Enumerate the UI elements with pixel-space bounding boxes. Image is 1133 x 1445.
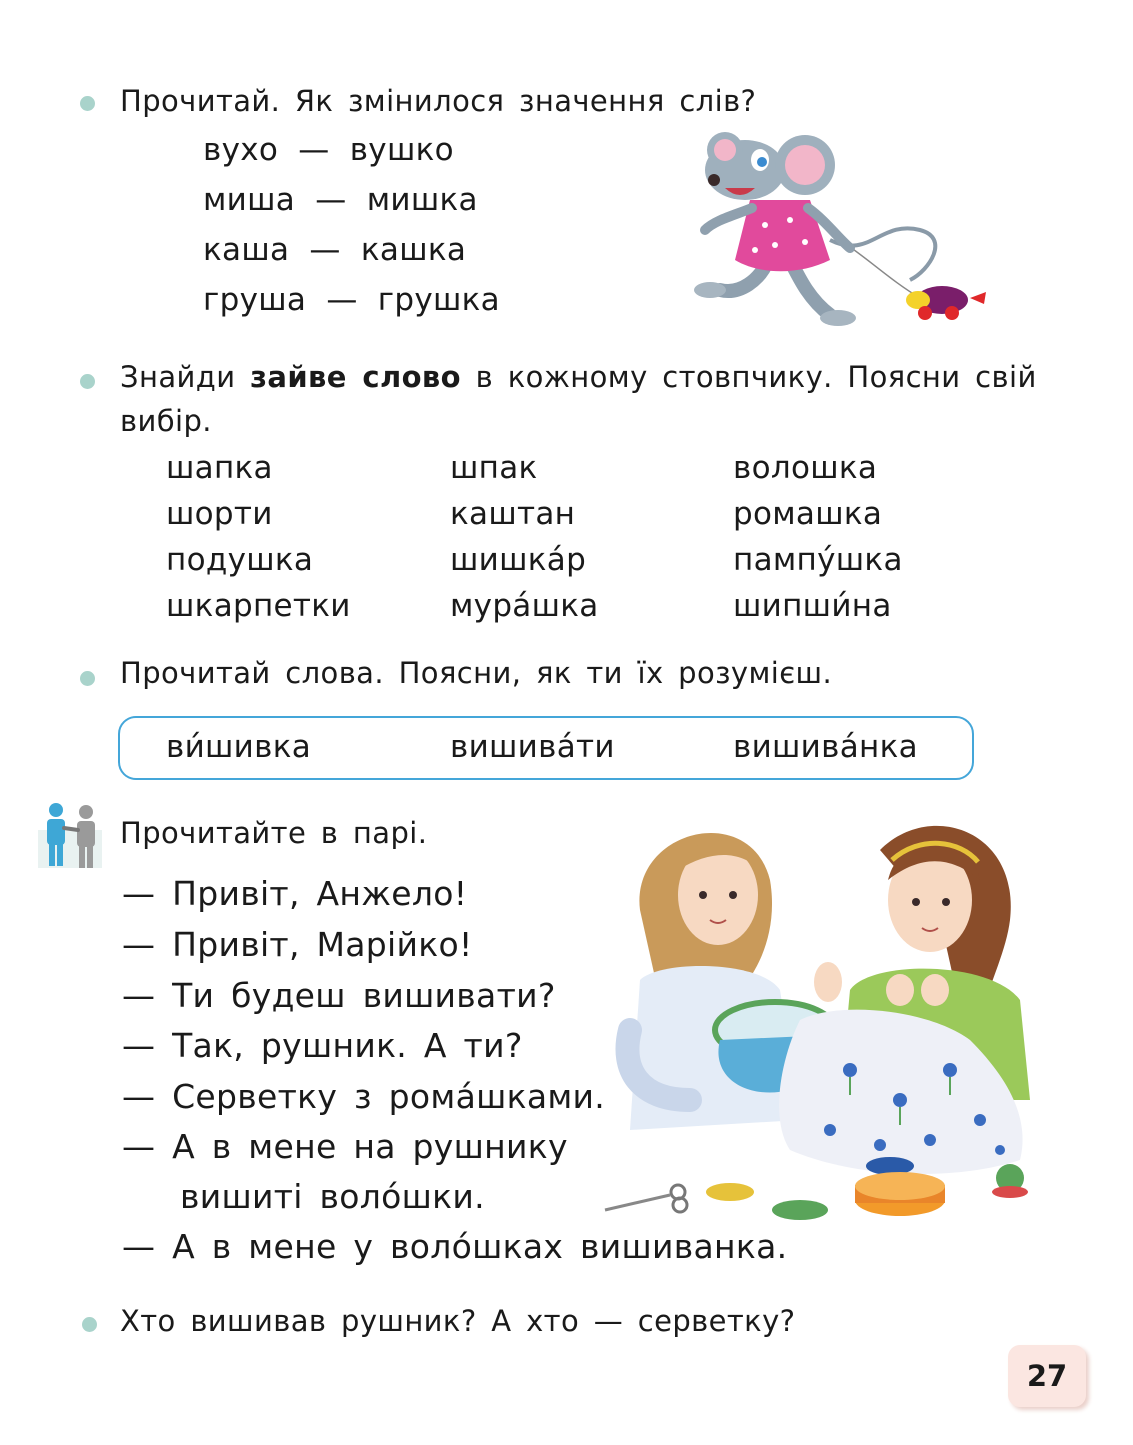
dialog-line: — Привіт, Анжело! bbox=[122, 874, 468, 913]
column-word: подушка bbox=[166, 542, 314, 578]
word-pair: груша — грушка bbox=[203, 282, 500, 318]
mouse-illustration bbox=[680, 130, 1010, 330]
bullet bbox=[80, 96, 95, 111]
instruction-text: в кожному стовпчику. Поясни свій bbox=[460, 360, 1037, 394]
bullet bbox=[82, 1317, 97, 1332]
column-word: шипши́на bbox=[733, 588, 892, 624]
box-word: вишива́нка bbox=[733, 729, 918, 765]
girls-embroidering-illustration bbox=[600, 800, 1040, 1230]
word-pair: вухо — вушко bbox=[203, 132, 454, 168]
dialog-line: — Ти будеш вишивати? bbox=[122, 976, 556, 1015]
column-word: шпак bbox=[450, 450, 538, 486]
column-word: шорти bbox=[166, 496, 273, 532]
instruction-text: Знайди bbox=[120, 360, 251, 394]
instruction-bold: зайве слово bbox=[250, 360, 461, 394]
task5-instruction: Хто вишивав рушник? А хто — серветку? bbox=[120, 1304, 796, 1338]
dialog-line: — Серветку з рома́шками. bbox=[122, 1077, 606, 1116]
task3-instruction: Прочитай слова. Поясни, як ти їх розумієш. bbox=[120, 656, 833, 690]
word-pair: миша — мишка bbox=[203, 182, 478, 218]
column-word: пампу́шка bbox=[733, 542, 903, 578]
task4-instruction: Прочитайте в парі. bbox=[120, 816, 428, 850]
box-word: ви́шивка bbox=[166, 729, 312, 765]
word-pair: каша — кашка bbox=[203, 232, 467, 268]
column-word: шкарпетки bbox=[166, 588, 351, 624]
column-word: каштан bbox=[450, 496, 576, 532]
task2-instruction-line2: вибір. bbox=[120, 404, 212, 438]
bullet bbox=[80, 671, 95, 686]
task2-instruction bbox=[120, 360, 1037, 394]
dialog-line: — А в мене у воло́шках вишиванка. bbox=[122, 1227, 788, 1266]
column-word: ромашка bbox=[733, 496, 883, 532]
dialog-line: вишиті воло́шки. bbox=[180, 1177, 485, 1216]
dialog-line: — Так, рушник. А ти? bbox=[122, 1026, 523, 1065]
column-word: шапка bbox=[166, 450, 273, 486]
bullet bbox=[80, 374, 95, 389]
column-word: мура́шка bbox=[450, 588, 599, 624]
column-word: шишка́р bbox=[450, 542, 587, 578]
column-word: волошка bbox=[733, 450, 878, 486]
dialog-line: — А в мене на рушнику bbox=[122, 1127, 568, 1166]
task1-instruction: Прочитай. Як змінилося значення слів? bbox=[120, 84, 757, 118]
page-number: 27 bbox=[1008, 1345, 1086, 1407]
pair-work-icon bbox=[34, 800, 106, 872]
box-word: вишива́ти bbox=[450, 729, 615, 765]
dialog-line: — Привіт, Марійко! bbox=[122, 925, 473, 964]
